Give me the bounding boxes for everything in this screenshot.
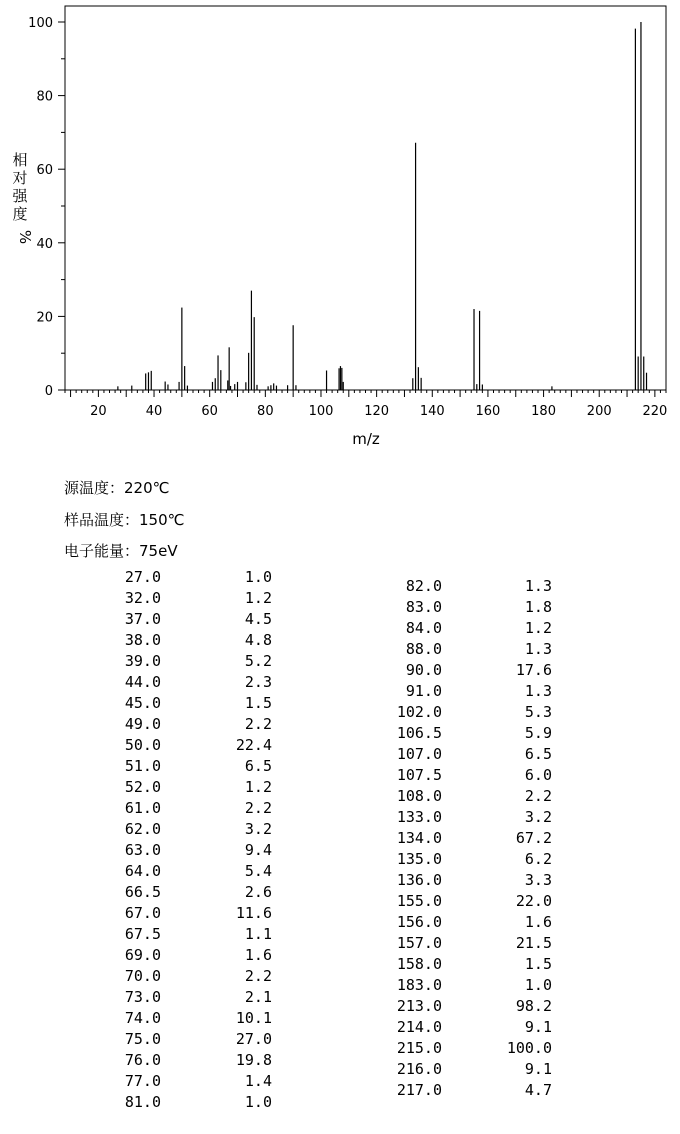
peak-intensity-value: 1.0 [524, 976, 552, 994]
peak-mz-value: 214.0 [396, 1018, 442, 1036]
peak-mz-value: 76.0 [124, 1051, 161, 1069]
y-tick-label: 80 [36, 89, 53, 105]
peak-intensity-value: 1.4 [244, 1072, 272, 1090]
source-temperature: 源温度：220℃ [64, 479, 170, 497]
peak-table-row [0, 618, 600, 639]
peak-intensity-value: 67.2 [515, 829, 552, 847]
peak-mz-value: 38.0 [124, 631, 161, 649]
peak-table-row [0, 891, 600, 912]
peak-mz-value: 102.0 [396, 703, 442, 721]
y-tick-label: 20 [36, 310, 53, 326]
peak-table-row [0, 576, 600, 597]
peak-mz-value: 27.0 [124, 568, 161, 586]
y-tick-label: 60 [36, 163, 53, 179]
y-axis-title-char: 相 [12, 151, 28, 169]
peak-mz-value: 183.0 [396, 976, 442, 994]
y-axis-title [12, 151, 34, 244]
peak-mz-value: 52.0 [124, 778, 161, 796]
peak-intensity-value: 22.0 [515, 892, 552, 910]
peak-mz-value: 217.0 [396, 1081, 442, 1099]
x-axis-title: m/z [352, 430, 380, 448]
peak-mz-value: 49.0 [124, 715, 161, 733]
peak-mz-value: 69.0 [124, 946, 161, 964]
peak-intensity-value: 4.7 [524, 1081, 552, 1099]
peak-mz-value: 70.0 [124, 967, 161, 985]
peak-mz-value: 83.0 [405, 598, 442, 616]
peak-mz-value: 67.5 [124, 925, 161, 943]
peak-table-row [0, 975, 600, 996]
peak-mz-value: 39.0 [124, 652, 161, 670]
peak-intensity-value: 27.0 [235, 1030, 272, 1048]
peak-intensity-value: 2.2 [244, 715, 272, 733]
peak-intensity-value: 17.6 [515, 661, 552, 679]
x-tick-label: 180 [531, 404, 556, 419]
peak-intensity-value: 3.3 [524, 871, 552, 889]
peak-mz-value: 133.0 [396, 808, 442, 826]
peak-mz-value: 213.0 [396, 997, 442, 1015]
peak-intensity-value: 6.5 [244, 757, 272, 775]
peak-intensity-value: 21.5 [515, 934, 552, 952]
peak-mz-value: 136.0 [396, 871, 442, 889]
peak-intensity-value: 10.1 [235, 1009, 272, 1027]
peak-mz-value: 134.0 [396, 829, 442, 847]
peak-mz-value: 44.0 [124, 673, 161, 691]
y-tick-label: 100 [28, 16, 53, 31]
peak-mz-value: 82.0 [405, 577, 442, 595]
peak-mz-value: 73.0 [124, 988, 161, 1006]
peak-mz-value: 75.0 [124, 1030, 161, 1048]
peak-intensity-value: 5.9 [524, 724, 552, 742]
peak-intensity-value: 1.6 [524, 913, 552, 931]
peak-intensity-value: 11.6 [235, 904, 272, 922]
y-axis-title-char: 对 [12, 169, 28, 187]
y-axis-title-char: 度 [12, 205, 28, 223]
x-tick-label: 200 [586, 404, 612, 419]
peak-intensity-value: 100.0 [506, 1039, 552, 1057]
x-tick-label: 160 [475, 404, 501, 419]
peak-mz-value: 107.5 [396, 766, 442, 784]
x-tick-label: 220 [642, 404, 668, 419]
peak-table-right [0, 576, 600, 1106]
sample-temperature: 样品温度：150℃ [64, 511, 185, 529]
peak-intensity-value: 98.2 [515, 997, 552, 1015]
peak-table-row [0, 681, 600, 702]
peak-intensity-value: 1.1 [244, 925, 272, 943]
peak-table-row [0, 849, 600, 870]
peak-intensity-value: 4.8 [244, 631, 272, 649]
spectrum-peaks [118, 22, 647, 390]
mass-spectrum-chart [0, 0, 680, 455]
peak-mz-value: 61.0 [124, 799, 161, 817]
peak-mz-value: 91.0 [405, 682, 442, 700]
peak-table-row [0, 786, 600, 807]
peak-intensity-value: 6.5 [524, 745, 552, 763]
peak-intensity-value: 9.4 [244, 841, 272, 859]
peak-table-row [0, 639, 600, 660]
x-tick-label: 100 [308, 404, 334, 419]
peak-table-row [0, 1080, 600, 1101]
x-tick-label: 60 [201, 404, 218, 419]
y-axis-title-char: 强 [12, 187, 28, 205]
peak-table-row [0, 744, 600, 765]
peak-intensity-value: 2.2 [524, 787, 552, 805]
y-tick-label: 40 [36, 236, 53, 252]
peak-mz-value: 84.0 [405, 619, 442, 637]
peak-mz-value: 216.0 [396, 1060, 442, 1078]
peak-table-row [0, 870, 600, 891]
peak-intensity-value: 5.4 [244, 862, 272, 880]
x-tick-label: 80 [257, 404, 274, 419]
peak-table-row [0, 702, 600, 723]
peak-mz-value: 63.0 [124, 841, 161, 859]
electron-energy: 电子能量：75eV [64, 542, 178, 560]
peak-intensity-value: 3.2 [244, 820, 272, 838]
peak-intensity-value: 3.2 [524, 808, 552, 826]
peak-intensity-value: 1.2 [244, 778, 272, 796]
peak-table-row [0, 954, 600, 975]
peak-mz-value: 108.0 [396, 787, 442, 805]
peak-intensity-value: 2.1 [244, 988, 272, 1006]
x-tick-label: 140 [419, 404, 445, 419]
peak-mz-value: 156.0 [396, 913, 442, 931]
peak-table-row [0, 723, 600, 744]
peak-mz-value: 45.0 [124, 694, 161, 712]
peak-table-row [0, 828, 600, 849]
peak-intensity-value: 1.3 [524, 640, 552, 658]
peak-intensity-value: 5.2 [244, 652, 272, 670]
peak-mz-value: 66.5 [124, 883, 161, 901]
peak-intensity-value: 1.5 [244, 694, 272, 712]
peak-mz-value: 50.0 [124, 736, 161, 754]
peak-table-row [0, 1017, 600, 1038]
peak-table-row [0, 807, 600, 828]
peak-intensity-value: 1.0 [244, 568, 272, 586]
peak-mz-value: 74.0 [124, 1009, 161, 1027]
peak-mz-value: 155.0 [396, 892, 442, 910]
peak-intensity-value: 2.2 [244, 967, 272, 985]
peak-table-row [0, 660, 600, 681]
peak-intensity-value: 1.2 [524, 619, 552, 637]
peak-mz-value: 81.0 [124, 1093, 161, 1111]
peak-intensity-value: 2.6 [244, 883, 272, 901]
peak-table-row [0, 1059, 600, 1080]
y-tick-label: 0 [44, 384, 53, 399]
peak-intensity-value: 9.1 [524, 1060, 552, 1078]
peak-intensity-value: 5.3 [524, 703, 552, 721]
x-tick-label: 20 [90, 404, 107, 419]
peak-table-row [0, 765, 600, 786]
peak-intensity-value: 6.2 [524, 850, 552, 868]
peak-intensity-value: 1.8 [524, 598, 552, 616]
peak-intensity-value: 22.4 [235, 736, 272, 754]
peak-mz-value: 64.0 [124, 862, 161, 880]
peak-mz-value: 135.0 [396, 850, 442, 868]
x-tick-label: 120 [364, 404, 390, 419]
peak-table-row [0, 996, 600, 1017]
peak-mz-value: 77.0 [124, 1072, 161, 1090]
y-axis-ticks [28, 16, 65, 399]
peak-intensity-value: 1.0 [244, 1093, 272, 1111]
peak-mz-value: 32.0 [124, 589, 161, 607]
peak-intensity-value: 6.0 [524, 766, 552, 784]
peak-mz-value: 88.0 [405, 640, 442, 658]
y-axis-title-char: % [16, 229, 34, 245]
peak-intensity-value: 9.1 [524, 1018, 552, 1036]
peak-mz-value: 158.0 [396, 955, 442, 973]
peak-table-row [0, 597, 600, 618]
x-axis-ticks [65, 390, 667, 419]
peak-mz-value: 157.0 [396, 934, 442, 952]
peak-table-row [0, 933, 600, 954]
x-tick-label: 40 [145, 404, 163, 419]
peak-mz-value: 215.0 [396, 1039, 442, 1057]
peak-mz-value: 51.0 [124, 757, 161, 775]
peak-intensity-value: 2.3 [244, 673, 272, 691]
peak-table-row [0, 912, 600, 933]
peak-mz-value: 106.5 [396, 724, 442, 742]
peak-intensity-value: 19.8 [235, 1051, 272, 1069]
peak-intensity-value: 4.5 [244, 610, 272, 628]
peak-intensity-value: 1.5 [524, 955, 552, 973]
peak-mz-value: 67.0 [124, 904, 161, 922]
peak-intensity-value: 1.3 [524, 577, 552, 595]
peak-intensity-value: 2.2 [244, 799, 272, 817]
peak-intensity-value: 1.2 [244, 589, 272, 607]
peak-mz-value: 90.0 [405, 661, 442, 679]
peak-table-row [0, 1038, 600, 1059]
peak-intensity-value: 1.3 [524, 682, 552, 700]
peak-intensity-value: 1.6 [244, 946, 272, 964]
plot-frame [65, 6, 666, 390]
peak-mz-value: 62.0 [124, 820, 161, 838]
peak-mz-value: 107.0 [396, 745, 442, 763]
peak-mz-value: 37.0 [124, 610, 161, 628]
